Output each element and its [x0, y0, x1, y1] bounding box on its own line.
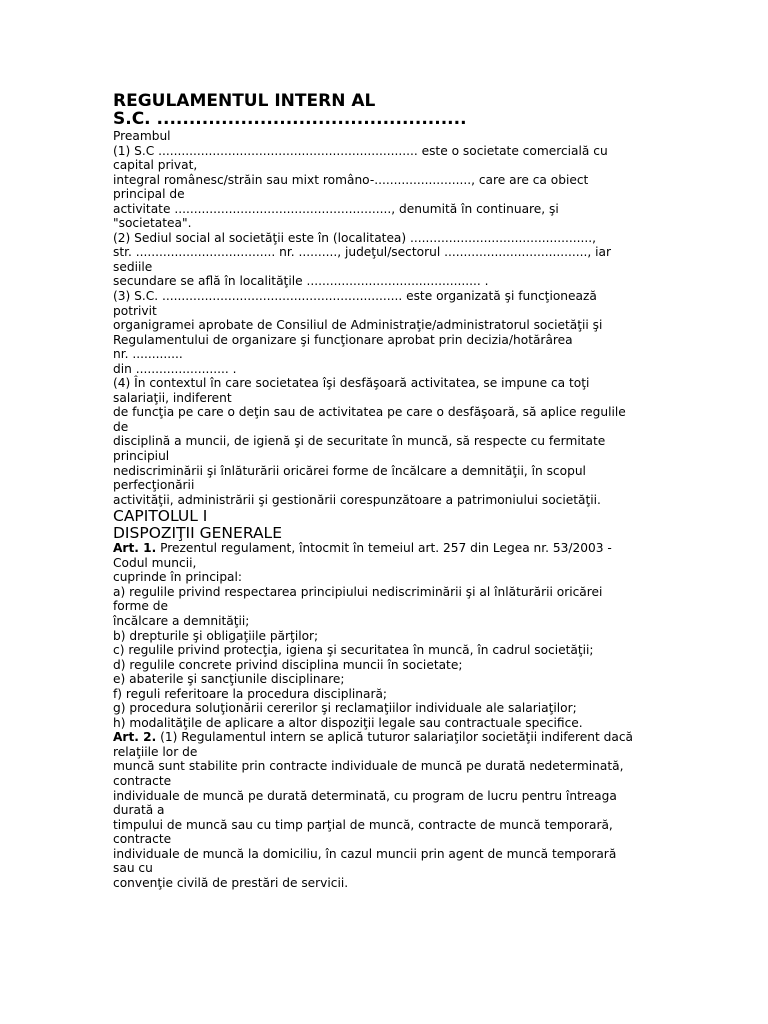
article-2-line: convenţie civilă de prestări de servicii.	[113, 875, 349, 890]
article-1-line: forme de	[113, 599, 169, 614]
title-line-1: REGULAMENTUL INTERN AL	[113, 91, 376, 111]
article-2-line: contracte	[113, 832, 172, 847]
preamble-line: principiul	[113, 449, 170, 464]
preamble-line: (2) Sediul social al societăţii este în (localitatea) ...............................................,	[113, 230, 596, 245]
article-2	[113, 730, 708, 890]
preamble-line: (1) S.C ................................................................... este o societate comercială cu	[113, 143, 608, 158]
article-1-line: a) regulile privind respectarea principiului nediscriminării şi al înlăturării oricărei	[113, 584, 603, 599]
article-2-line: durată a	[113, 803, 165, 818]
preamble-line: integral românesc/străin sau mixt româno-........................., care are ca obiect	[113, 172, 589, 187]
preamble-line: "societatea".	[113, 216, 192, 231]
article-2-line: muncă sunt stabilite prin contracte individuale de muncă pe durată nedeterminată,	[113, 759, 624, 774]
article-1	[113, 541, 708, 730]
article-1-line: g) procedura soluţionării cererilor şi reclamaţiilor individuale ale salariaţilor;	[113, 701, 577, 716]
preamble-line: capital privat,	[113, 158, 198, 173]
preamble-line: nr. .............	[113, 347, 183, 362]
article-1-line: Codul muncii,	[113, 555, 197, 570]
article-2-line: sau cu	[113, 861, 153, 876]
preamble-line: de funcţia pe care o deţin sau de activitatea pe care o desfăşoară, să aplice regulile	[113, 405, 626, 420]
article-1-line: b) drepturile şi obligaţiile părţilor;	[113, 628, 319, 643]
article-1-line: c) regulile privind protecţia, igiena şi securitatea în muncă, în cadrul societăţii;	[113, 643, 594, 658]
article-2-first-line	[113, 730, 708, 745]
article-1-line: f) reguli referitoare la procedura disciplinară;	[113, 686, 388, 701]
preamble-line: din ........................ .	[113, 361, 237, 376]
chapter-label: CAPITOLUL I	[113, 507, 208, 526]
preamble-line: Preambul	[113, 129, 171, 143]
article-1-first-line	[113, 541, 708, 556]
preamble-line: (4) În contextul în care societatea îşi desfăşoară activitatea, se impune ca toţi	[113, 376, 590, 391]
preamble-line: secundare se află în localităţile ............................................. .	[113, 274, 489, 289]
preamble-line: nediscriminării şi înlăturării oricărei forme de încălcare a demnităţii, în scopul	[113, 463, 586, 478]
article-2-line: individuale de muncă pe durată determinată, cu program de lucru pentru întreaga	[113, 788, 617, 803]
preamble-line: perfecţionării	[113, 478, 195, 493]
preamble-line: salariaţii, indiferent	[113, 390, 232, 405]
article-2-line: individuale de muncă la domiciliu, în cazul muncii prin agent de muncă temporară	[113, 846, 617, 861]
preamble-line: activităţii, administrării şi gestionării corespunzătoare a patrimoniului societăţii.	[113, 492, 601, 507]
preamble-line: potrivit	[113, 303, 157, 318]
preamble-section	[113, 129, 708, 507]
chapter-title: DISPOZIŢII GENERALE	[113, 523, 282, 542]
preamble-line: Regulamentului de organizare şi funcţionare aprobat prin decizia/hotărârea	[113, 332, 573, 347]
article-1-line: încălcare a demnităţii;	[113, 613, 250, 628]
article-1-label: Art. 1.	[113, 541, 157, 556]
article-1-first-text: Prezentul regulament, întocmit în temeiul art. 257 din Legea nr. 53/2003 -	[156, 541, 612, 556]
article-2-line: relaţiile lor de	[113, 744, 198, 759]
document-title	[113, 92, 708, 128]
article-2-first-text: (1) Regulamentul intern se aplică tuturor salariaţilor societăţii indiferent dacă	[156, 730, 633, 745]
preamble-line: disciplină a muncii, de igienă şi de securitate în muncă, să respecte cu fermitate	[113, 434, 606, 449]
chapter-heading	[113, 508, 708, 541]
preamble-line: (3) S.C. .............................................................. este organizată şi funcţionează	[113, 289, 597, 304]
preamble-line: organigramei aprobate de Consiliul de Administraţie/administratorul societăţii şi	[113, 318, 603, 333]
article-1-line: e) abaterile şi sancţiunile disciplinare;	[113, 672, 345, 687]
article-1-line: h) modalităţile de aplicare a altor dispoziţii legale sau contractuale specifice.	[113, 715, 583, 730]
preamble-line: sediile	[113, 259, 153, 274]
article-1-line: d) regulile concrete privind disciplina muncii în societate;	[113, 657, 463, 672]
title-line-2: S.C. ................................................	[113, 109, 467, 129]
preamble-line: str. .................................... nr. .........., judeţul/sectorul ....................................., iar	[113, 245, 612, 260]
preamble-line: de	[113, 419, 129, 434]
article-2-line: contracte	[113, 773, 172, 788]
preamble-line: activitate ........................................................, denumită în continuare, şi	[113, 201, 559, 216]
preamble-line: principal de	[113, 187, 185, 202]
article-2-line: timpului de muncă sau cu timp parţial de muncă, contracte de muncă temporară,	[113, 817, 613, 832]
article-2-label: Art. 2.	[113, 730, 157, 745]
article-1-line: cuprinde în principal:	[113, 570, 243, 585]
